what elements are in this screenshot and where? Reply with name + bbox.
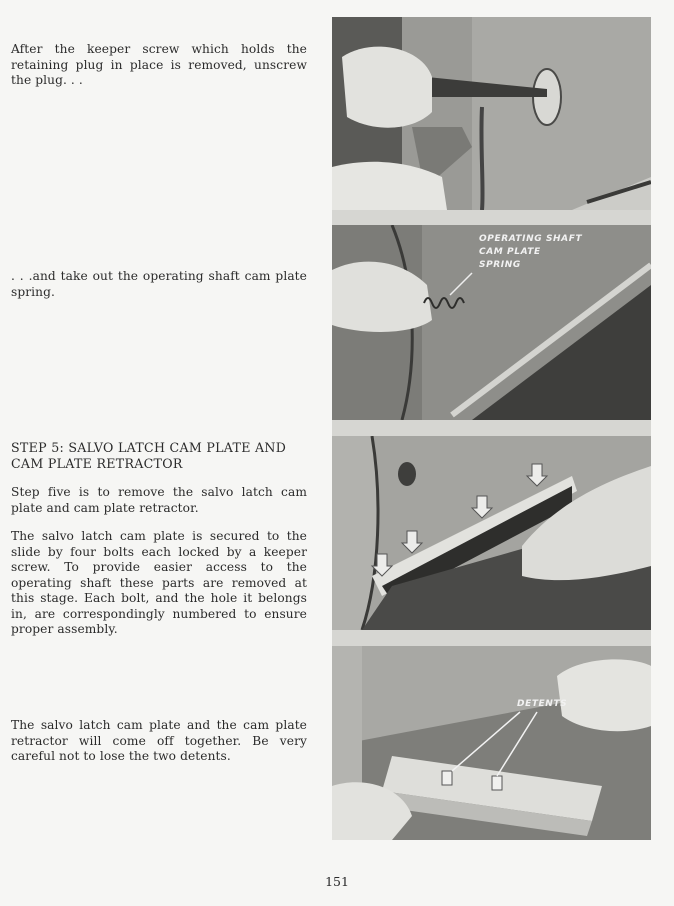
photo-unscrew-plug <box>332 17 651 210</box>
paragraph-bolts-description: The salvo latch cam plate is secured to the slide by four bolts each locked by a keeper screw. To provide easier access to the operating shaft these parts are removed at this stage. Each bolt, and the hole it belongs in, are correspondingly numbered to ensure proper assembly. <box>11 529 307 636</box>
photo-detents-image <box>332 646 651 840</box>
label-detents: DETENTS <box>517 699 568 709</box>
photo-cam-plate-bolts-image <box>332 436 651 630</box>
photo-column <box>332 17 651 840</box>
paragraph-detents-warning: The salvo latch cam plate and the cam plate retractor will come off together. Be very careful not to lose the two detents. <box>11 718 307 763</box>
photo-cam-plate-bolts <box>332 436 651 630</box>
label-spring: SPRING <box>479 260 521 270</box>
label-cam-plate: CAM PLATE <box>479 247 541 257</box>
paragraph-unscrew-plug: After the keeper screw which holds the retaining plug in place is removed, unscrew the plug. . . <box>11 42 307 87</box>
step-5-heading: STEP 5: SALVO LATCH CAM PLATE AND CAM PLATE RETRACTOR <box>11 440 287 471</box>
page-number: 151 <box>325 874 349 889</box>
photo-unscrew-plug-image <box>332 17 651 210</box>
photo-detents <box>332 646 651 840</box>
paragraph-remove-spring: . . .and take out the operating shaft cam plate spring. <box>11 269 307 299</box>
label-operating-shaft: OPERATING SHAFT <box>479 234 583 244</box>
photo-remove-spring <box>332 225 651 420</box>
paragraph-step-five-intro: Step five is to remove the salvo latch cam plate and cam plate retractor. <box>11 485 307 515</box>
